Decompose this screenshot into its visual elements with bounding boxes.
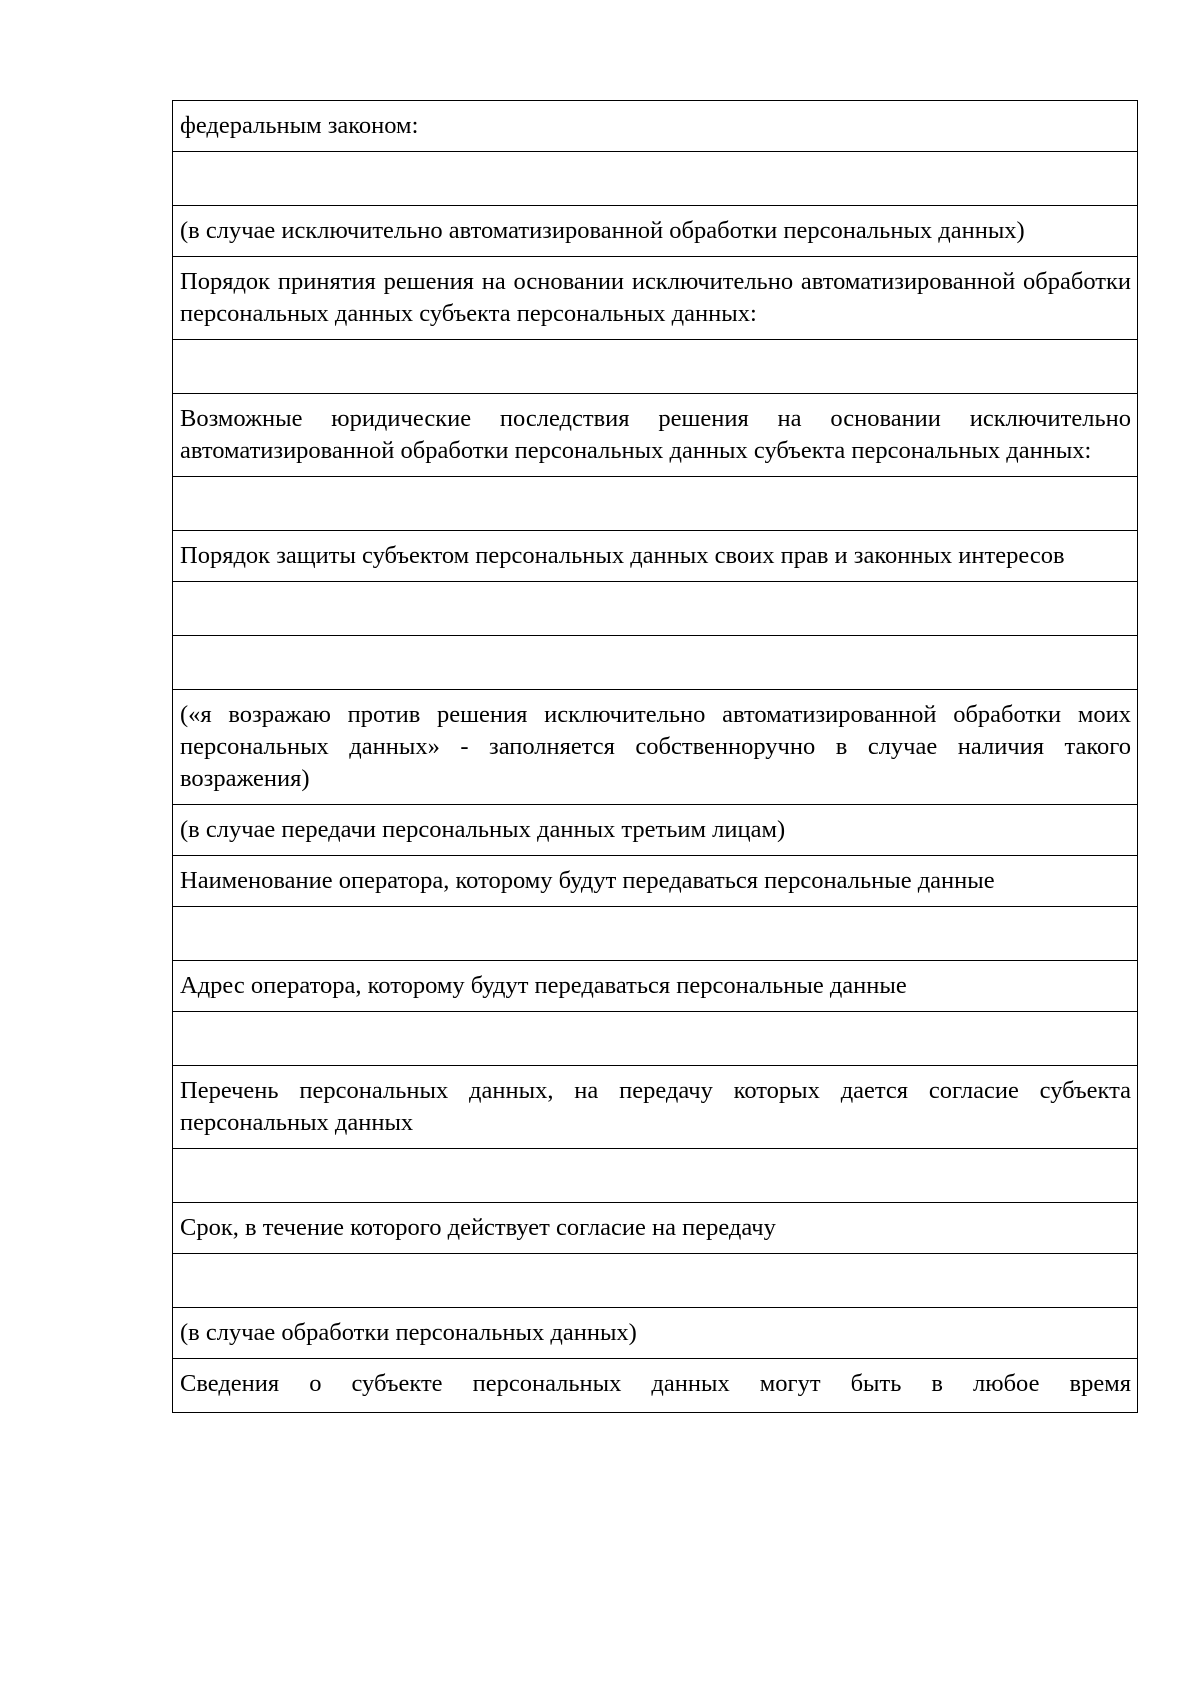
table-row [173, 152, 1138, 206]
table-cell: Возможные юридические последствия решения на основании исключительно автоматизированной обработки персональных данных субъекта персональных данных: [173, 394, 1138, 477]
table-cell: Срок, в течение которого действует согласие на передачу [173, 1203, 1138, 1254]
table-cell: («я возражаю против решения исключительно автоматизированной обработки моих персональных данных» - заполняется собственноручно в случае наличия такого возражения) [173, 690, 1138, 805]
table-row [173, 206, 1138, 257]
table-cell: (в случае исключительно автоматизированной обработки персональных данных) [173, 206, 1138, 257]
empty-fill-cell[interactable] [173, 907, 1138, 961]
table-row [173, 257, 1138, 340]
table-row [173, 907, 1138, 961]
table-row [173, 531, 1138, 582]
table-cell: Адрес оператора, которому будут передаваться персональные данные [173, 961, 1138, 1012]
table-cell: (в случае передачи персональных данных третьим лицам) [173, 805, 1138, 856]
table-row [173, 1066, 1138, 1149]
empty-fill-cell[interactable] [173, 477, 1138, 531]
table-cell: Наименование оператора, которому будут передаваться персональные данные [173, 856, 1138, 907]
empty-fill-cell[interactable] [173, 152, 1138, 206]
table-cell: Порядок защиты субъектом персональных данных своих прав и законных интересов [173, 531, 1138, 582]
table-row [173, 101, 1138, 152]
table-row [173, 1203, 1138, 1254]
table-row [173, 582, 1138, 636]
consent-form-table [172, 100, 1138, 1413]
table-row [173, 1308, 1138, 1359]
table-row [173, 1149, 1138, 1203]
table-cell: Порядок принятия решения на основании исключительно автоматизированной обработки персональных данных субъекта персональных данных: [173, 257, 1138, 340]
table-row [173, 636, 1138, 690]
table-row [173, 1254, 1138, 1308]
table-cell: Перечень персональных данных, на передачу которых дается согласие субъекта персональных данных [173, 1066, 1138, 1149]
table-cell: федеральным законом: [173, 101, 1138, 152]
table-row [173, 856, 1138, 907]
table-cell: Сведения о субъекте персональных данных могут быть в любое время [173, 1359, 1138, 1413]
table-row [173, 477, 1138, 531]
table-row [173, 340, 1138, 394]
empty-fill-cell[interactable] [173, 582, 1138, 636]
table-row [173, 961, 1138, 1012]
empty-fill-cell[interactable] [173, 1254, 1138, 1308]
empty-fill-cell[interactable] [173, 340, 1138, 394]
table-row [173, 690, 1138, 805]
empty-fill-cell[interactable] [173, 636, 1138, 690]
empty-fill-cell[interactable] [173, 1012, 1138, 1066]
empty-fill-cell[interactable] [173, 1149, 1138, 1203]
table-row [173, 805, 1138, 856]
table-row [173, 394, 1138, 477]
table-row [173, 1012, 1138, 1066]
table-row [173, 1359, 1138, 1413]
table-cell: (в случае обработки персональных данных) [173, 1308, 1138, 1359]
